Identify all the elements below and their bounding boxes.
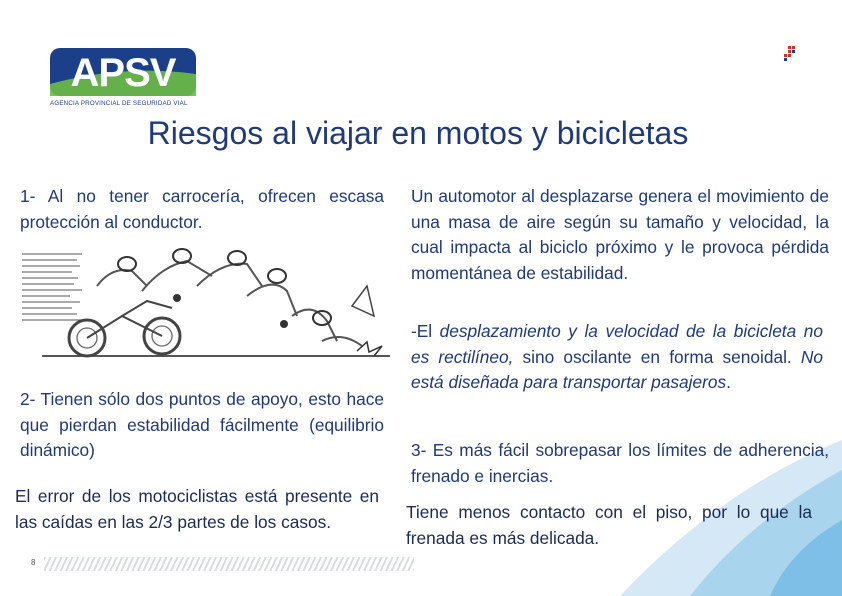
motorcycle-crash-illustration — [22, 246, 390, 366]
point-3-text: 3- Es más fácil sobrepasar los límites de adherencia, frenado e inercias. — [411, 440, 829, 486]
logo-subtitle: AGENCIA PROVINCIAL DE SEGURIDAD VIAL — [50, 100, 188, 107]
bicycle-movement-middle: sino oscilante en forma senoidal. — [513, 346, 801, 367]
page-number: 8 — [31, 558, 36, 567]
point-2-text: 2- Tienen sólo dos puntos de apoyo, esto hace que pierdan estabilidad fácilmente (equilibrio dinámico) — [20, 389, 384, 460]
bicycle-movement-end: . — [726, 372, 731, 392]
logo-graphic — [48, 44, 198, 100]
corner-dots-icon — [780, 44, 798, 62]
motorcyclist-error-text: El error de los motociclistas está presente en las caídas en las 2/3 partes de los casos. — [15, 486, 379, 532]
logo-lettering: APSV — [70, 51, 176, 95]
page-title: Riesgos al viajar en motos y bicicletas — [147, 115, 689, 151]
braking-text: Tiene menos contacto con el piso, por lo que la frenada es más delicada. — [406, 502, 812, 548]
bicycle-movement-italic-2: No está diseñada para transportar pasajeros — [411, 346, 823, 392]
footer-strip — [44, 557, 414, 571]
bicycle-movement-prefix: -El — [411, 321, 440, 341]
point-1-text: 1- Al no tener carrocería, ofrecen escasa protección al conductor. — [20, 186, 384, 232]
air-mass-text: Un automotor al desplazarse genera el movimiento de una masa de aire según su tamaño y velocidad, la cual impacta al biciclo próximo y le provoca pérdida momentánea de estabilidad. — [411, 186, 829, 283]
bicycle-movement-italic-1: desplazamiento y la velocidad de la bicicleta no es rectilíneo, — [411, 321, 823, 367]
bicycle-movement-text — [411, 319, 823, 396]
apsv-logo — [48, 44, 208, 112]
